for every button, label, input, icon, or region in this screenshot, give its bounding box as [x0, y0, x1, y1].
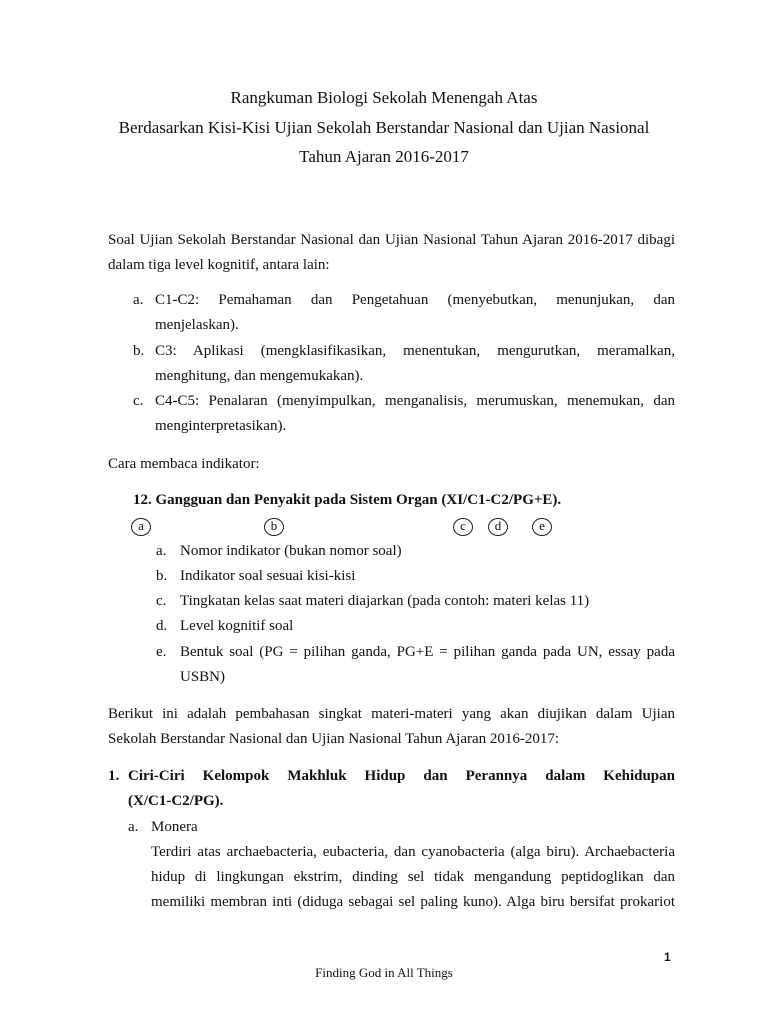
- doc-title-line2: Berdasarkan Kisi-Kisi Ujian Sekolah Berstandar Nasional dan Ujian Nasional: [118, 118, 650, 137]
- intro-paragraph: [108, 228, 675, 278]
- marker-d: d: [488, 518, 508, 536]
- page-number: 1: [664, 950, 671, 964]
- marker-e: e: [532, 518, 552, 536]
- intro-line2: dalam tiga level kognitif, antara lain:: [108, 257, 330, 273]
- marker-a: a: [131, 518, 151, 536]
- subsection-heading: a. Monera: [128, 819, 198, 835]
- list-item: a. C1-C2: Pemahaman dan Pengetahuan (menyebutkan, menunjukan, dan menjelaskan).: [133, 292, 675, 333]
- doc-title-line3: Tahun Ajaran 2016-2017: [299, 147, 469, 166]
- list-item: d. Level kognitif soal: [156, 618, 294, 634]
- list-item: b. C3: Aplikasi (mengklasifikasikan, menentukan, mengurutkan, meramalkan, menghitung, dan mengemukakan).: [133, 343, 675, 384]
- list-item: e. Bentuk soal (PG = pilihan ganda, PG+E = pilihan ganda pada UN, essay pada USBN): [156, 644, 675, 685]
- list-item: c. C4-C5: Penalaran (menyimpulkan, menganalisis, merumuskan, menemukan, dan menginterpretasikan).: [133, 393, 675, 434]
- summary-line2: Sekolah Berstandar Nasional dan Ujian Nasional Tahun Ajaran 2016-2017:: [108, 731, 560, 747]
- indicator-example: 12. Gangguan dan Penyakit pada Sistem Organ (XI/C1-C2/PG+E).: [133, 492, 562, 508]
- summary-paragraph: [108, 702, 675, 752]
- doc-title-line1: Rangkuman Biologi Sekolah Menengah Atas: [230, 88, 538, 107]
- section-heading: 1. Ciri-Ciri Kelompok Makhluk Hidup dan Perannya dalam Kehidupan (X/C1-C2/PG).: [108, 768, 675, 809]
- list-item: c. Tingkatan kelas saat materi diajarkan (pada contoh: materi kelas 11): [156, 593, 590, 609]
- monera-paragraph: Terdiri atas archaebacteria, eubacteria, dan cyanobacteria (alga biru). Archaebacteria hidup di lingkungan ekstrim, dinding sel tidak mengandung peptidoglikan dan memiliki membran inti (diduga sebagai sel paling kuno). Alga biru bersifat prokariot: [151, 844, 675, 910]
- list-item: a. Nomor indikator (bukan nomor soal): [156, 543, 402, 559]
- intro-line1: Soal Ujian Sekolah Berstandar Nasional dan Ujian Nasional Tahun Ajaran 2016-2017 dibagi: [108, 232, 675, 248]
- marker-c: c: [453, 518, 473, 536]
- footer-motto: Finding God in All Things: [315, 965, 453, 980]
- indicator-heading: Cara membaca indikator:: [108, 456, 260, 472]
- marker-b: b: [264, 518, 284, 536]
- summary-line1: Berikut ini adalah pembahasan singkat materi-materi yang akan diujikan dalam Ujian: [108, 706, 675, 722]
- list-item: b. Indikator soal sesuai kisi-kisi: [156, 568, 356, 584]
